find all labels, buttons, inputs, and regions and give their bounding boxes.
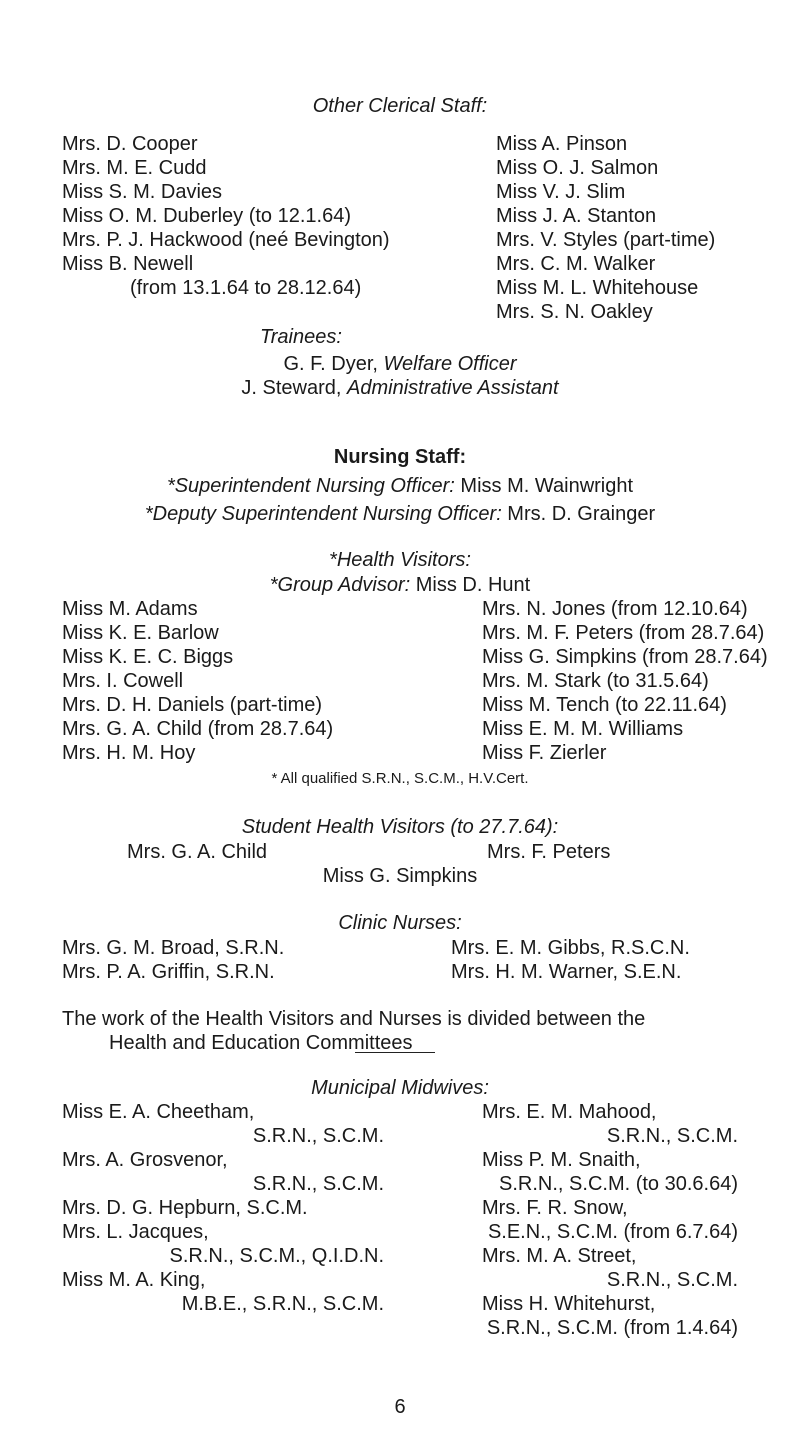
trainee-line — [0, 353, 800, 375]
student-hv-left: Mrs. G. A. Child — [127, 841, 268, 863]
hv-right-item: Mrs. M. Stark (to 31.5.64) — [482, 670, 709, 692]
clinic-right-item: Mrs. E. M. Gibbs, R.S.C.N. — [451, 937, 690, 959]
deputy-name: Mrs. D. Grainger — [501, 503, 656, 525]
page-number: 6 — [394, 1396, 406, 1418]
hv-left-item: Miss K. E. C. Biggs — [62, 646, 234, 668]
midwife-line: Mrs. A. Grosvenor, — [62, 1149, 228, 1171]
midwife-line: S.E.N., S.C.M. (from 6.7.64) — [487, 1221, 738, 1243]
hv-right-item: Mrs. M. F. Peters (from 28.7.64) — [482, 622, 765, 644]
clerical-right-item: Miss A. Pinson — [496, 133, 628, 155]
section-divider — [355, 1052, 435, 1053]
hv-left-item: Mrs. I. Cowell — [62, 670, 184, 692]
deputy-label: *Deputy Superintendent Nursing Officer: — [144, 503, 502, 525]
midwife-line: S.R.N., S.C.M. — [252, 1173, 384, 1195]
midwife-line: Mrs. L. Jacques, — [62, 1221, 209, 1243]
clerical-left-item: Mrs. D. Cooper — [62, 133, 198, 155]
hv-left-item: Miss K. E. Barlow — [62, 622, 219, 644]
trainees-heading: Trainees: — [260, 326, 342, 348]
midwife-line: Mrs. D. G. Hepburn, S.C.M. — [62, 1197, 308, 1219]
trainee-role: Administrative Assistant — [347, 377, 559, 399]
hv-left-item: Mrs. H. M. Hoy — [62, 742, 196, 764]
health-visitors-heading: *Health Visitors: — [329, 549, 471, 571]
clinic-left-item: Mrs. P. A. Griffin, S.R.N. — [62, 961, 275, 983]
midwife-line: Mrs. F. R. Snow, — [482, 1197, 628, 1219]
clerical-right-item: Mrs. C. M. Walker — [496, 253, 656, 275]
clerical-right-item: Mrs. V. Styles (part-time) — [496, 229, 716, 251]
deputy-line — [0, 503, 800, 525]
qualification-footnote: * All qualified S.R.N., S.C.M., H.V.Cert. — [271, 770, 529, 787]
hv-right-item: Mrs. N. Jones (from 12.10.64) — [482, 598, 748, 620]
trainee-role: Welfare Officer — [383, 353, 517, 375]
clerical-left-item: Miss S. M. Davies — [62, 181, 223, 203]
hv-left-item: Mrs. D. H. Daniels (part-time) — [62, 694, 323, 716]
clerical-right-item: Miss O. J. Salmon — [496, 157, 659, 179]
clinic-right-item: Mrs. H. M. Warner, S.E.N. — [451, 961, 682, 983]
student-hv-right: Mrs. F. Peters — [487, 841, 611, 863]
group-advisor-label: *Group Advisor: — [269, 574, 411, 596]
hv-right-item: Miss G. Simpkins (from 28.7.64) — [482, 646, 768, 668]
clerical-right-item: Miss V. J. Slim — [496, 181, 626, 203]
midwife-line: Miss E. A. Cheetham, — [62, 1101, 255, 1123]
midwife-line: Miss P. M. Snaith, — [482, 1149, 641, 1171]
clerical-right-item: Mrs. S. N. Oakley — [496, 301, 653, 323]
midwife-line: Mrs. M. A. Street, — [482, 1245, 637, 1267]
superintendent-line — [0, 475, 800, 497]
superintendent-label: *Superintendent Nursing Officer: — [166, 475, 455, 497]
hv-left-item: Mrs. G. A. Child (from 28.7.64) — [62, 718, 334, 740]
clerical-left-item: Miss B. Newell — [62, 253, 194, 275]
clerical-left-item: Miss O. M. Duberley (to 12.1.64) — [62, 205, 351, 227]
trainee-name: J. Steward, — [241, 377, 348, 399]
committee-paragraph-line: Health and Education Committees — [109, 1032, 413, 1054]
clerical-right-item: Miss J. A. Stanton — [496, 205, 657, 227]
clerical-left-item: (from 13.1.64 to 28.12.64) — [130, 277, 362, 299]
midwife-line: S.R.N., S.C.M. (from 1.4.64) — [486, 1317, 738, 1339]
hv-left-item: Miss M. Adams — [62, 598, 198, 620]
midwife-line: Miss H. Whitehurst, — [482, 1293, 656, 1315]
student-hv-heading: Student Health Visitors (to 27.7.64): — [241, 816, 559, 838]
midwife-line: S.R.N., S.C.M., Q.I.D.N. — [169, 1245, 384, 1267]
trainee-line — [0, 377, 800, 399]
midwives-heading: Municipal Midwives: — [311, 1077, 489, 1099]
committee-paragraph-line: The work of the Health Visitors and Nurses is divided between the — [62, 1008, 646, 1030]
student-hv-center: Miss G. Simpkins — [322, 865, 478, 887]
midwife-line: S.R.N., S.C.M. — [606, 1269, 738, 1291]
midwife-line: Mrs. E. M. Mahood, — [482, 1101, 657, 1123]
midwife-line: S.R.N., S.C.M. (to 30.6.64) — [499, 1173, 738, 1195]
midwife-line: M.B.E., S.R.N., S.C.M. — [181, 1293, 384, 1315]
midwife-line: Miss M. A. King, — [62, 1269, 206, 1291]
clinic-left-item: Mrs. G. M. Broad, S.R.N. — [62, 937, 285, 959]
hv-right-item: Miss F. Zierler — [482, 742, 607, 764]
clinic-heading: Clinic Nurses: — [338, 912, 462, 934]
clerical-right-item: Miss M. L. Whitehouse — [496, 277, 699, 299]
midwife-line: S.R.N., S.C.M. — [252, 1125, 384, 1147]
hv-right-item: Miss M. Tench (to 22.11.64) — [482, 694, 727, 716]
superintendent-name: Miss M. Wainwright — [454, 475, 634, 497]
group-advisor-name: Miss D. Hunt — [410, 574, 531, 596]
hv-right-item: Miss E. M. M. Williams — [482, 718, 684, 740]
clerical-left-item: Mrs. M. E. Cudd — [62, 157, 207, 179]
midwife-line: S.R.N., S.C.M. — [606, 1125, 738, 1147]
nursing-heading: Nursing Staff: — [333, 446, 467, 468]
trainee-name: G. F. Dyer, — [283, 353, 384, 375]
clerical-left-item: Mrs. P. J. Hackwood (neé Bevington) — [62, 229, 390, 251]
other-clerical-heading: Other Clerical Staff: — [312, 95, 488, 117]
group-advisor-line — [0, 574, 800, 596]
